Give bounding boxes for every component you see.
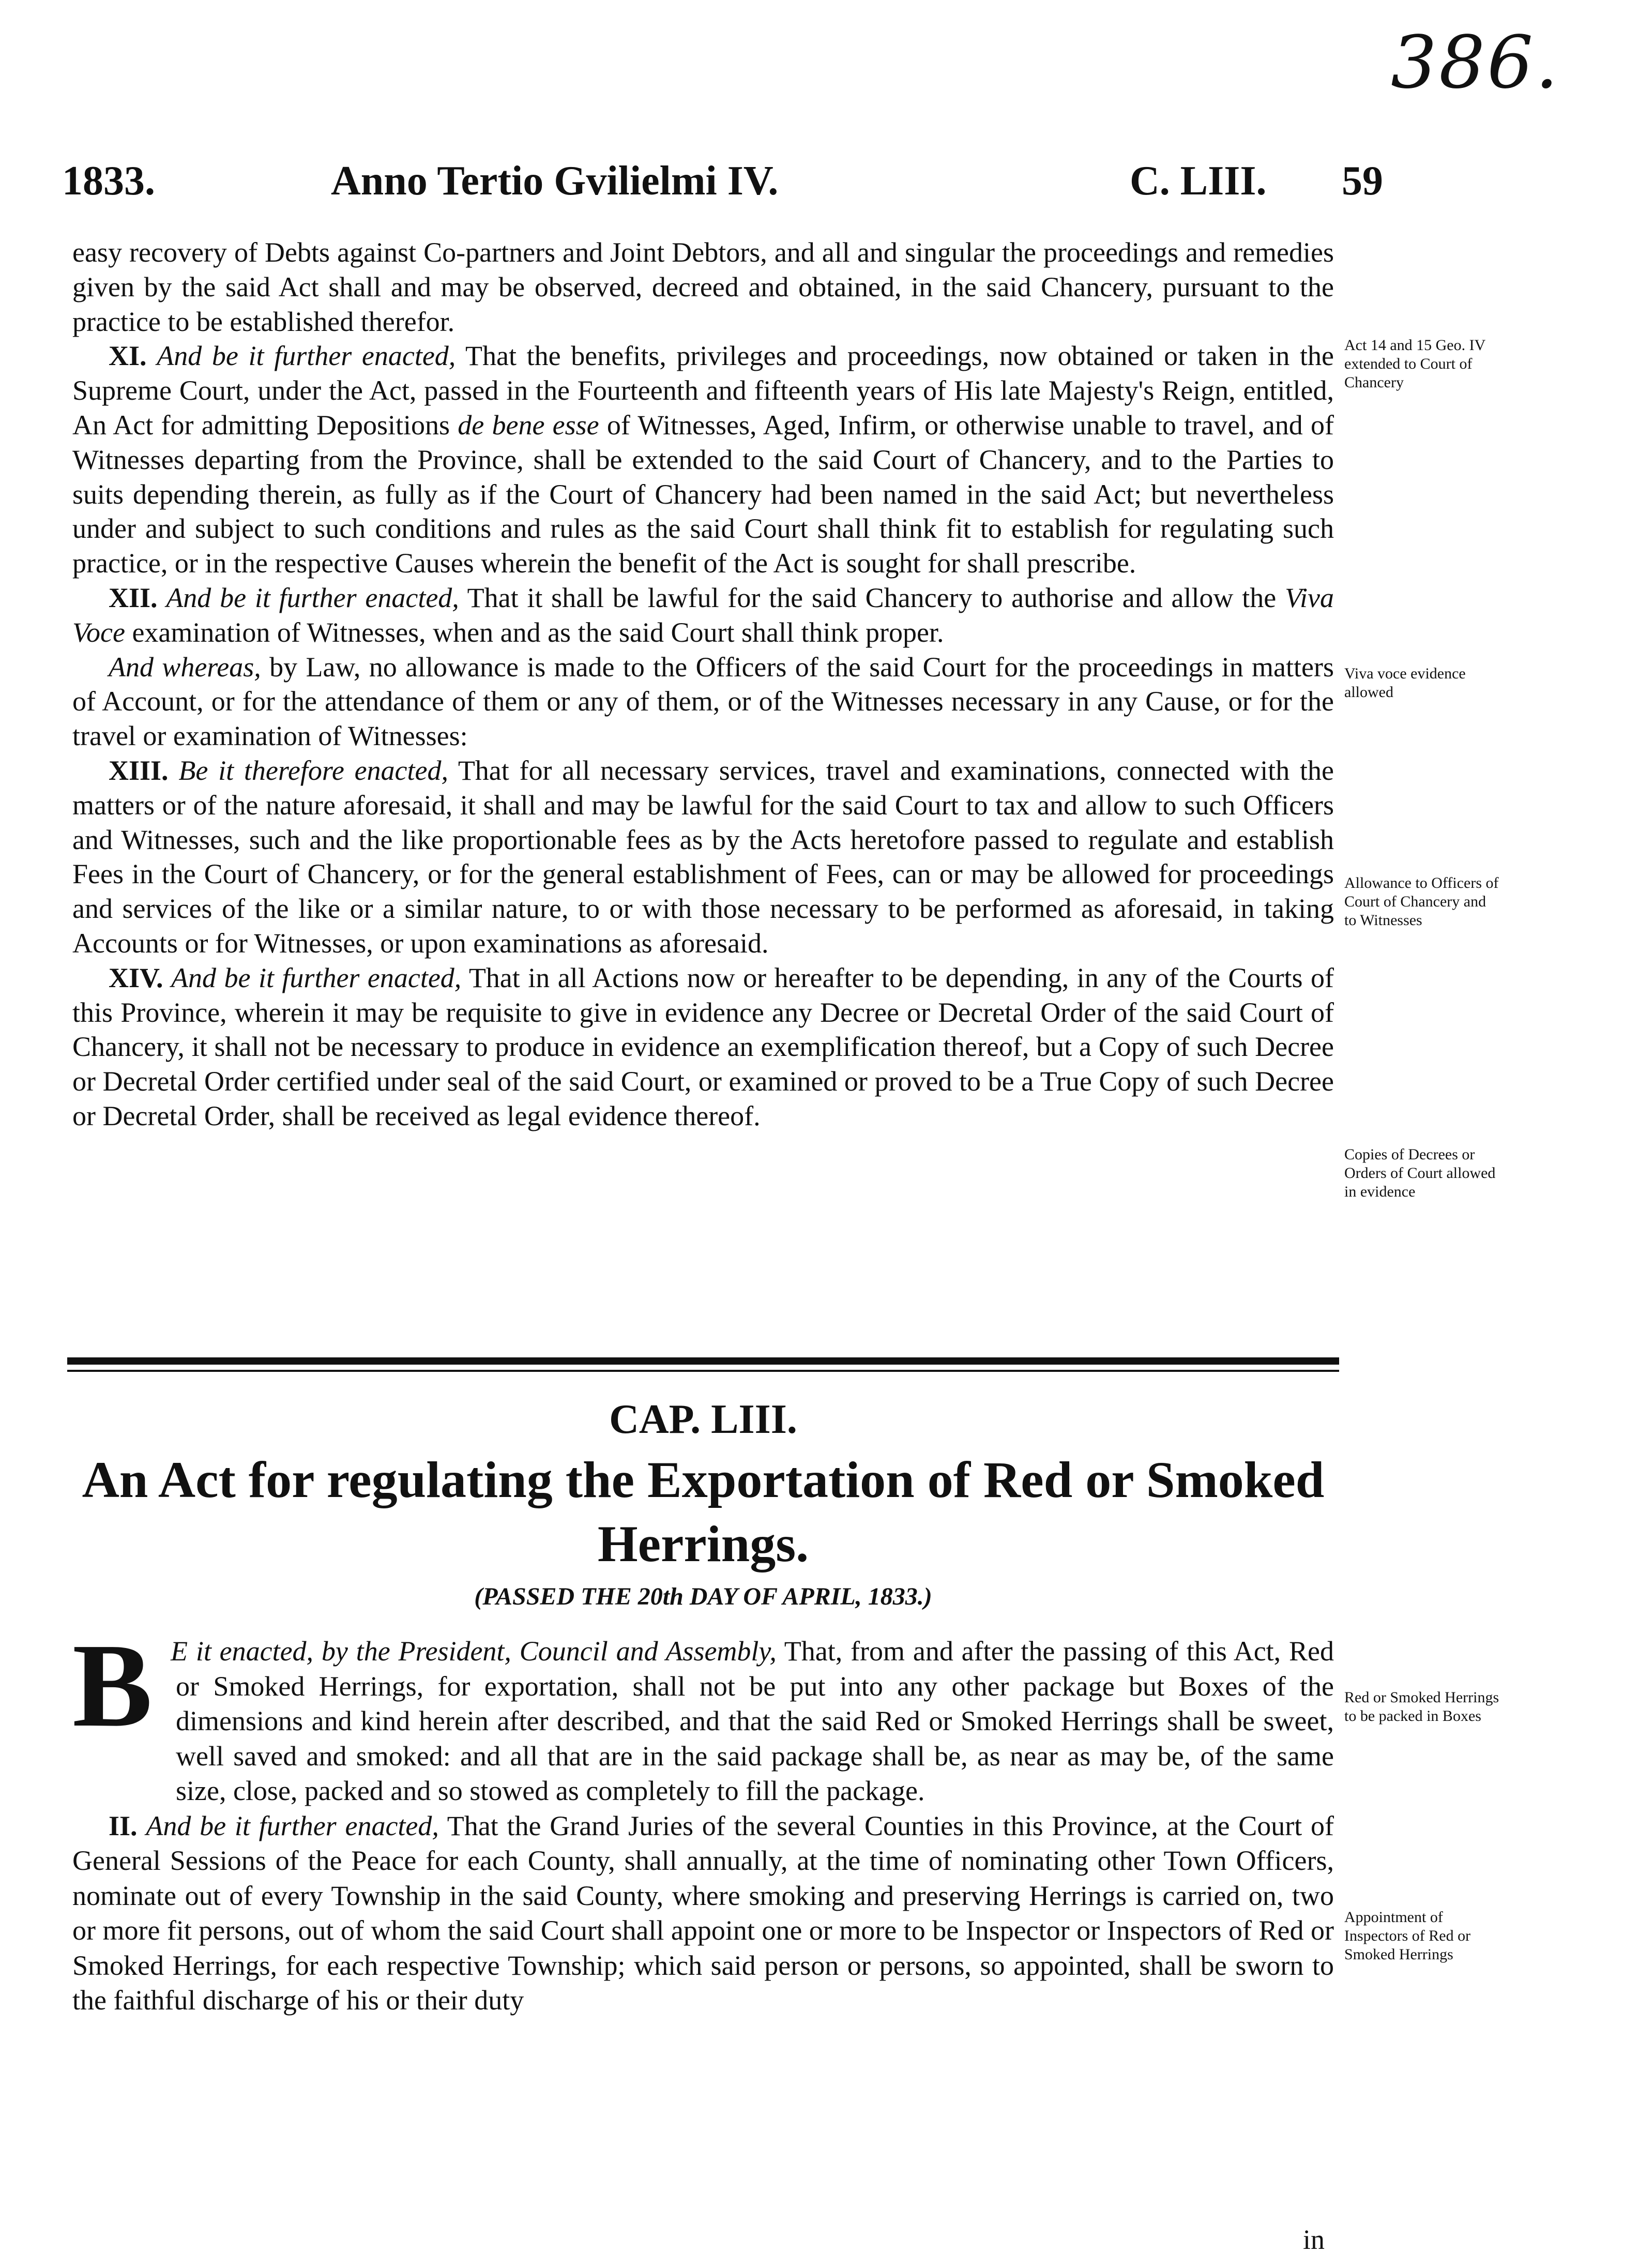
paragraph-text: That, from and after the passing of this Act, Red or Smoked Herrings, for exportation, shall not be put into any other package but Boxes of the dimensions and kind herein after described, and that the said Red or Smoked Herrings shall be sweet, well saved and smoked: and all that are in the said package shall be, as near as may be, of the same size, close, packed and so stowed as completely to fill the package.	[176, 1636, 1334, 1806]
section-number: XI.	[109, 340, 147, 372]
section-number: XII.	[109, 582, 158, 613]
latin-term: Viva Voce	[72, 582, 1334, 648]
enacting-clause: And be it further enacted,	[171, 962, 462, 993]
section-text: That the Grand Juries of the several Counties in this Province, at the Court of General Sessions of the Peace for each County, shall annually, at the time of nominating other Town Officers, nominate out of every Township in the said County, where smoking and preserving Herrings is carried on, two or more fit persons, out of whom the said Court shall appoint one or more to be Inspector or Inspectors of Red or Smoked Herrings, for each respective Township; which said person or persons, so appointed, shall be sworn to the faithful discharge of his or their duty	[72, 1810, 1334, 2016]
enacting-paragraph-first-line	[72, 1634, 1334, 1809]
section-text: That the benefits, privileges and proceedings, now obtained or taken in the Supreme Court, under the Act, passed in the Fourteenth and fifteenth years of His late Majesty's Reign, entitled, An Act for admitting Depositions	[72, 340, 1334, 441]
handwritten-page-number: 386.	[1391, 21, 1560, 105]
enacting-clause: And be it further enacted,	[166, 582, 459, 613]
margin-note-act-extended: Act 14 and 15 Geo. IV extended to Court of Chancery	[1344, 337, 1485, 391]
header-title: Anno Tertio Gvilielmi IV.	[331, 158, 779, 204]
enacting-formula: E it enacted, by the President, Council and Assembly,	[171, 1636, 777, 1667]
catchword: in	[1303, 2224, 1325, 2255]
whereas-text: by Law, no allowance is made to the Officers of the said Court for the proceedings in matters of Account, or for the attendance of them or any of them, or of the Witnesses necessary in any Cause, or for the travel or examination of Witnesses:	[72, 651, 1334, 752]
section-number: II.	[109, 1810, 138, 1841]
section-14	[72, 961, 1334, 1133]
enacting-clause: And be it further enacted,	[157, 340, 456, 372]
header-page-number: 59	[1342, 158, 1383, 204]
latin-term: de bene esse	[458, 409, 599, 441]
section-number: XIII.	[109, 754, 169, 786]
section-text: That it shall be lawful for the said Chancery to authorise and allow the	[467, 582, 1277, 613]
chapter-number: CAP. LIII.	[609, 1397, 797, 1442]
section-text: examination of Witnesses, when and as the said Court shall think proper.	[132, 616, 944, 648]
section-number: XIV.	[109, 962, 163, 993]
header-year: 1833.	[62, 158, 155, 204]
section-text: of Witnesses, Aged, Infirm, or otherwise unable to travel, and of Witnesses departing from the Province, shall be extended to the said Court of Chancery, and to the Parties to suits depending therein, as fully as if the Court of Chancery had been named in the said Act; but nevertheless under and subject to such conditions and rules as the said Court shall think fit to establish for regulating such practice, or in the respective Causes wherein the benefit of the Act is sought for shall prescribe.	[72, 409, 1334, 579]
section-11	[72, 339, 1334, 581]
enacting-clause: Be it therefore enacted,	[178, 754, 448, 786]
section-divider-thick	[67, 1357, 1339, 1365]
main-text-lower	[72, 1634, 1334, 2018]
section-divider-thin	[67, 1370, 1339, 1372]
paragraph-continuation: easy recovery of Debts against Co-partners and Joint Debtors, and all and singular the proceedings and remedies given by the said Act shall and may be observed, decreed and obtained, in the said Chancery, pursuant to the practice to be established therefor.	[72, 237, 1334, 337]
margin-note-allowance: Allowance to Officers of Court of Chancery and to Witnesses	[1344, 874, 1499, 929]
enacting-clause: And be it further enacted,	[146, 1810, 439, 1841]
whereas-lead: And whereas,	[109, 651, 261, 683]
header-chapter: C. LIII.	[1130, 158, 1267, 204]
main-text-upper	[72, 235, 1334, 1133]
margin-note-inspectors: Appointment of Inspectors of Red or Smoked Herrings	[1344, 1909, 1471, 1963]
margin-note-viva-voce: Viva voce evidence allowed	[1344, 665, 1466, 701]
section-2	[72, 1809, 1334, 2018]
drop-cap: B	[72, 1619, 153, 1752]
section-text: That in all Actions now or hereafter to be depending, in any of the Courts of this Province, wherein it may be requisite to give in evidence any Decree or Decretal Order of the said Court of Chancery, it shall not be necessary to produce in evidence an exemplification thereof, but a Copy of such Decree or Decretal Order certified under seal of the said Court, or examined or proved to be a True Copy of such Decree or Decretal Order, shall be received as legal evidence thereof.	[72, 962, 1334, 1131]
act-title: An Act for regulating the Exportation of Red or Smoked Herrings.	[82, 1451, 1325, 1573]
section-13	[72, 753, 1334, 961]
whereas-clause	[72, 650, 1334, 753]
section-text: That for all necessary services, travel and examinations, connected with the matters or of the nature aforesaid, it shall and may be lawful for the said Court to tax and allow to such Officers and Witnesses, such and the like proportionable fees as by the Acts heretofore passed to regulate and establish Fees in the Court of Chancery, or for the general establishment of Fees, can or may be allowed for proceedings and services of the like or a similar nature, to or with those necessary to be performed as aforesaid, in taking Accounts or for Witnesses, or upon examinations as aforesaid.	[72, 754, 1334, 959]
passed-date: (PASSED THE 20th DAY OF APRIL, 1833.)	[474, 1583, 932, 1610]
margin-note-copies-of-decrees: Copies of Decrees or Orders of Court allowed in evidence	[1344, 1146, 1496, 1200]
section-12	[72, 581, 1334, 650]
margin-note-herrings-boxes: Red or Smoked Herrings to be packed in Boxes	[1344, 1689, 1499, 1725]
